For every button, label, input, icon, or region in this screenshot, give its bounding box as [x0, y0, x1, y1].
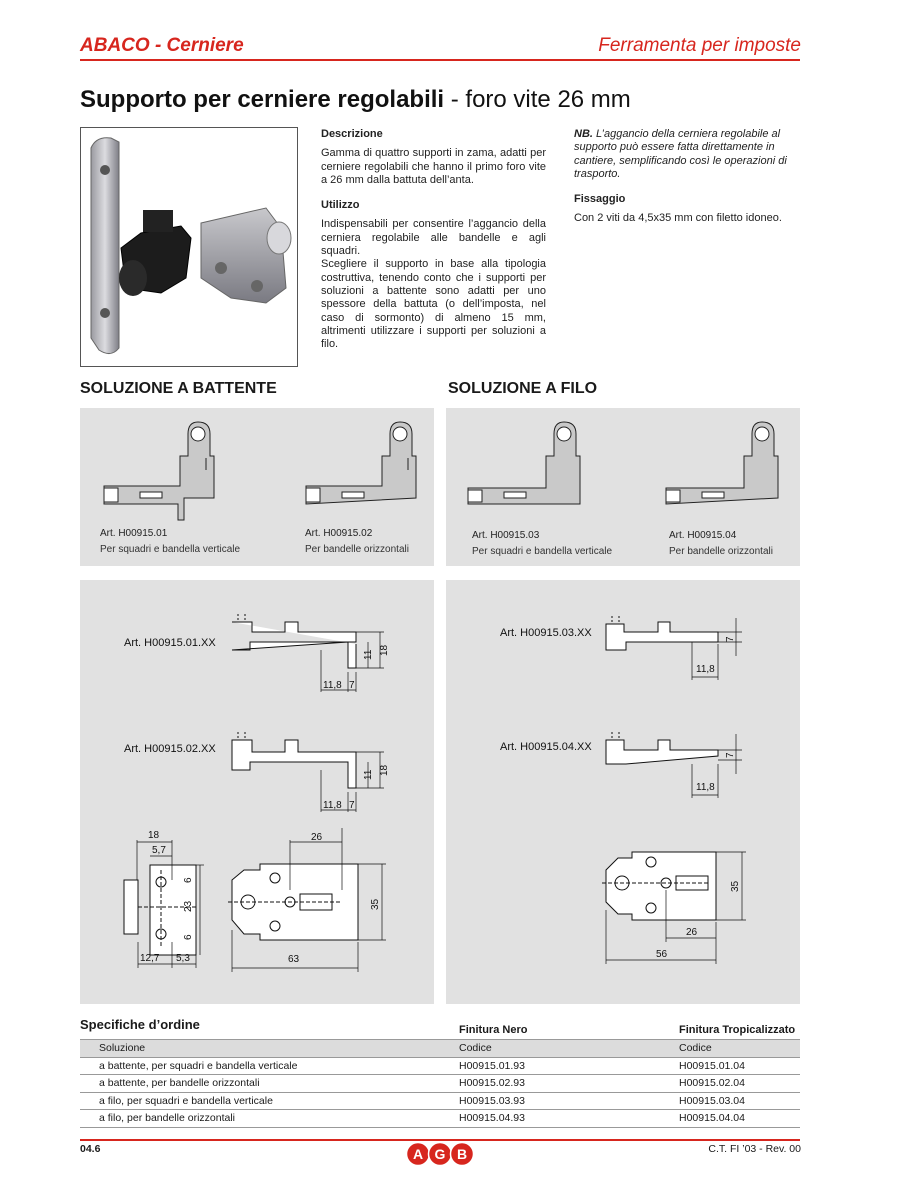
dim-11-8-c: 11,8: [696, 664, 715, 675]
description-column: [321, 128, 546, 363]
dim-6-bottom: 6: [183, 934, 194, 940]
dim-11-8-d: 11,8: [696, 782, 715, 793]
dim-11-8-b: 11,8: [323, 800, 342, 811]
spec-cell-code-tropic: H00915.01.04: [679, 1057, 800, 1075]
dim-6-top: 6: [183, 877, 194, 883]
utilizzo-text-1: Indispensabili per consentire l’aggancio della cerniera regolabile alle bandelle e agli squadri.: [321, 218, 546, 258]
nb-note: [574, 128, 802, 181]
panel-filo-products: [446, 408, 800, 566]
spec-cell-solution: a filo, per squadri e bandella verticale: [80, 1092, 459, 1110]
fissaggio-text: Con 2 viti da 4,5x35 mm con filetto idoneo.: [574, 212, 782, 225]
product-3-desc: Per squadri e bandella verticale: [472, 546, 613, 557]
header-divider: [80, 59, 800, 61]
filo-top-view-drawing: [602, 852, 746, 964]
table-row: [80, 1110, 800, 1128]
table-row: [80, 1057, 800, 1075]
utilizzo-text-2: Scegliere il supporto in base alla tipologia costruttiva, tenendo conto che i supporti per soluzioni a battente sono adatti per uno spessore della battuta (o dell’imposta, nel caso di sormonto) di almeno 15 mm, altrimenti utilizzare i supporti per soluzioni a filo.: [321, 258, 546, 351]
spec-col-tropic: Finitura Tropicalizzato: [679, 1024, 796, 1036]
page-title: [80, 86, 631, 114]
table-row: [80, 1092, 800, 1110]
page-number: 04.6: [80, 1143, 101, 1155]
notes-column: [574, 128, 802, 238]
spec-cell-code-tropic: H00915.03.04: [679, 1092, 800, 1110]
filo-profiles: [446, 408, 800, 566]
dim-5-7: 5,7: [152, 845, 166, 856]
product-photo: [80, 127, 298, 367]
spec-cell-code-tropic: H00915.02.04: [679, 1075, 800, 1093]
spec-cell-code-tropic: H00915.04.04: [679, 1110, 800, 1128]
profile-h00915-02: [306, 422, 416, 504]
dim-7-d: 7: [725, 752, 736, 758]
spec-cell-code-nero: H00915.01.93: [459, 1057, 679, 1075]
dim-5-3: 5,3: [176, 953, 190, 964]
drawing-01-profile: [232, 614, 356, 668]
spec-head-soluzione: Soluzione: [80, 1040, 459, 1058]
logo-letter-g: G: [434, 1146, 446, 1162]
dim-35: 35: [370, 898, 381, 910]
catalog-category: Ferramenta per imposte: [598, 35, 801, 56]
product-4-desc: Per bandelle orizzontali: [669, 546, 773, 557]
catalog-section: ABACO - Cerniere: [80, 35, 244, 56]
drawing-04-profile: [606, 732, 718, 764]
dim-26-filo: 26: [686, 927, 698, 938]
nb-label: NB.: [574, 128, 593, 140]
product-2-desc: Per bandelle orizzontali: [305, 544, 409, 555]
dim-18-a: 18: [379, 644, 390, 656]
spec-table: [80, 1039, 800, 1128]
descrizione-heading: Descrizione: [321, 128, 383, 140]
drawing-04-label: Art. H00915.04.XX: [500, 741, 592, 753]
dim-63: 63: [288, 954, 300, 965]
agb-logo: [405, 1140, 475, 1168]
panel-filo-drawings: [446, 580, 800, 1004]
section-filo: SOLUZIONE A FILO: [448, 380, 598, 397]
descrizione-text: Gamma di quattro supporti in zama, adatti per cerniere regolabili che hanno il primo foro vite a 26 mm dalla battuta dell’anta.: [321, 147, 546, 186]
logo-letter-b: B: [456, 1146, 468, 1162]
drawing-01-label: Art. H00915.01.XX: [124, 637, 216, 649]
panel-battente-drawings: [80, 580, 434, 1004]
dim-18-side: 18: [148, 830, 160, 841]
logo-letter-a: A: [412, 1146, 424, 1162]
dim-18-b: 18: [379, 764, 390, 776]
top-view-drawing: [228, 828, 386, 972]
spec-cell-code-nero: H00915.04.93: [459, 1110, 679, 1128]
dim-7-b: 7: [349, 800, 355, 811]
product-1-desc: Per squadri e bandella verticale: [100, 544, 241, 555]
spec-cell-solution: a battente, per bandelle orizzontali: [80, 1075, 459, 1093]
hinge-support-illustration: [81, 128, 297, 366]
spec-head-codice-tropic: Codice: [679, 1040, 800, 1058]
dim-11-b: 11: [363, 769, 374, 780]
profile-h00915-03: [468, 422, 580, 504]
drawing-03-label: Art. H00915.03.XX: [500, 627, 592, 639]
spec-cell-code-nero: H00915.03.93: [459, 1092, 679, 1110]
spec-cell-solution: a battente, per squadri e bandella verticale: [80, 1057, 459, 1075]
dim-7-a: 7: [349, 680, 355, 691]
utilizzo-heading: Utilizzo: [321, 199, 360, 212]
panel-battente-products: [80, 408, 434, 566]
profile-h00915-01: [104, 422, 214, 520]
spec-cell-solution: a filo, per bandelle orizzontali: [80, 1110, 459, 1128]
title-rest: - foro vite 26 mm: [444, 86, 631, 113]
drawing-02-profile: [232, 732, 356, 788]
dim-26: 26: [311, 832, 323, 843]
dim-11-8-a: 11,8: [323, 680, 342, 691]
product-4-art: Art. H00915.04: [669, 530, 737, 541]
drawing-03-profile: [606, 616, 718, 650]
dim-56: 56: [656, 949, 668, 960]
title-bold: Supporto per cerniere regolabili: [80, 86, 445, 113]
spec-table-head: [80, 1040, 800, 1058]
spec-col-nero: Finitura Nero: [459, 1024, 528, 1036]
dim-23: 23: [183, 900, 194, 912]
nb-text: L’aggancio della cerniera regolabile al supporto può essere fatta direttamente in cantiere, semplificando così le operazioni di trasporto.: [574, 128, 787, 180]
spec-cell-code-nero: H00915.02.93: [459, 1075, 679, 1093]
dim-35-filo: 35: [730, 880, 741, 892]
drawing-02-label: Art. H00915.02.XX: [124, 743, 216, 755]
profile-h00915-04: [666, 422, 778, 504]
spec-head-codice-nero: Codice: [459, 1040, 679, 1058]
dim-12-7: 12,7: [140, 953, 160, 964]
spec-title: Specifiche d’ordine: [80, 1017, 200, 1032]
dim-7-c: 7: [725, 636, 736, 642]
filo-technical-drawings: [446, 580, 800, 1004]
product-1-art: Art. H00915.01: [100, 528, 168, 539]
product-2-art: Art. H00915.02: [305, 528, 373, 539]
battente-profiles: [80, 408, 434, 566]
product-3-art: Art. H00915.03: [472, 530, 540, 541]
dim-11-a: 11: [363, 649, 374, 660]
table-row: [80, 1075, 800, 1093]
section-battente: SOLUZIONE A BATTENTE: [80, 380, 277, 397]
catalog-revision: C.T. FI ’03 - Rev. 00: [708, 1143, 801, 1155]
fissaggio-heading: Fissaggio: [574, 193, 626, 206]
